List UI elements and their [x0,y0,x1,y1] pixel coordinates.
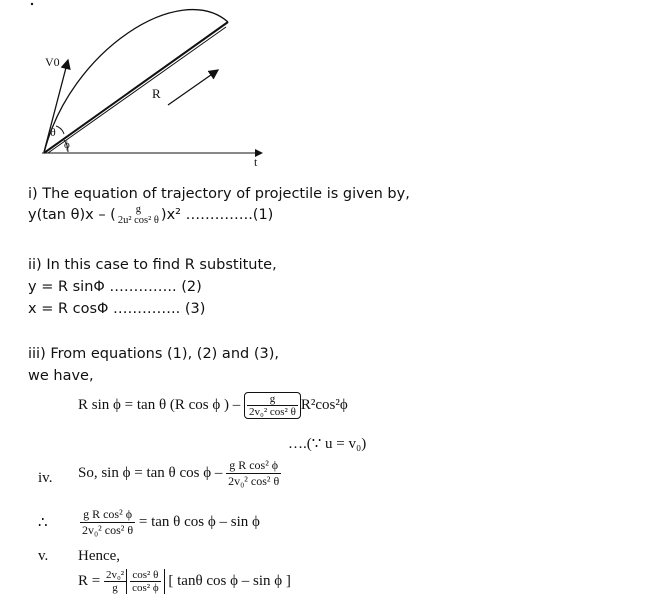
trajectory-eq-num: g [135,204,141,215]
substitution-x: x = R cosΦ ………….. (3) [28,301,206,317]
incline-line [44,22,228,153]
hence-label: Hence, [78,548,121,564]
eq-iii-den: 2v₀² cos² θ [249,406,296,418]
marker-iv: iv. [38,470,53,486]
eq-iv-den: 2v₀² cos² θ [228,474,280,488]
range-arrow [168,70,218,105]
final-eq-right: [ tanθ cos ϕ – sin ϕ ] [168,572,291,589]
trajectory-eq-fraction [116,204,161,226]
trajectory-equation [28,204,273,226]
eq-iii-note: ….(∵ u = v₀) [288,436,367,452]
marker-v: v. [38,548,49,564]
eq-iii-fraction [247,393,298,418]
eq-iii-num: g [247,393,298,406]
stray-dot [31,3,33,5]
eq-therefore-num: g R cos² ϕ [80,507,135,523]
projectile-diagram [0,0,646,180]
final-frac-1-den: g [112,582,118,594]
equation-iii [78,392,348,419]
final-frac-1-num: 2v₀² [105,569,125,581]
eq-therefore-den: 2v₀² cos² θ [82,523,134,537]
trajectory-eq-den: 2u² cos² θ [117,215,159,226]
equation-therefore [80,507,260,538]
section-2-intro: ii) In this case to find R substitute, [28,257,277,273]
substitution-y: y = R sinΦ ………….. (2) [28,279,202,295]
marker-therefore: ∴ [38,515,48,531]
eq-iv-left: So, sin ϕ = tan θ cos ϕ – [78,464,223,481]
eq-therefore-fraction [80,507,135,538]
label-phi: ϕ [64,139,70,151]
final-frac-2-num: cos² θ [130,569,161,582]
final-frac-1 [104,569,126,594]
eq-iv-fraction [226,458,281,489]
trajectory-eq-right: )x² …………..(1) [160,207,274,223]
label-R: R [152,86,161,101]
trajectory-eq-left: y(tan θ)x – ( [28,207,116,223]
theta-arc [56,126,64,134]
eq-therefore-right: = tan θ cos ϕ – sin ϕ [138,513,260,530]
trajectory-curve [44,10,228,153]
section-1-intro: i) The equation of trajectory of projectile is given by, [28,186,410,202]
eq-iii-left: R sin ϕ = tan θ (R cos ϕ ) – [78,396,241,413]
label-t: t [254,155,258,169]
eq-iii-right: R²cos²ϕ [300,396,348,413]
eq-iii-bracket [244,392,301,419]
section-3-intro-2: we have, [28,368,94,384]
section-3-intro: iii) From equations (1), (2) and (3), [28,346,279,362]
eq-iv-num: g R cos² ϕ [226,458,281,474]
equation-iv [78,458,281,489]
final-frac-2 [130,569,161,594]
label-v0: V0 [45,55,60,69]
final-bracket [126,569,165,594]
label-theta: θ [50,125,56,139]
final-equation [78,569,291,594]
incline-line-secondary [48,27,226,153]
final-frac-2-den: cos² ϕ [132,582,159,594]
final-eq-left: R = [78,572,101,589]
